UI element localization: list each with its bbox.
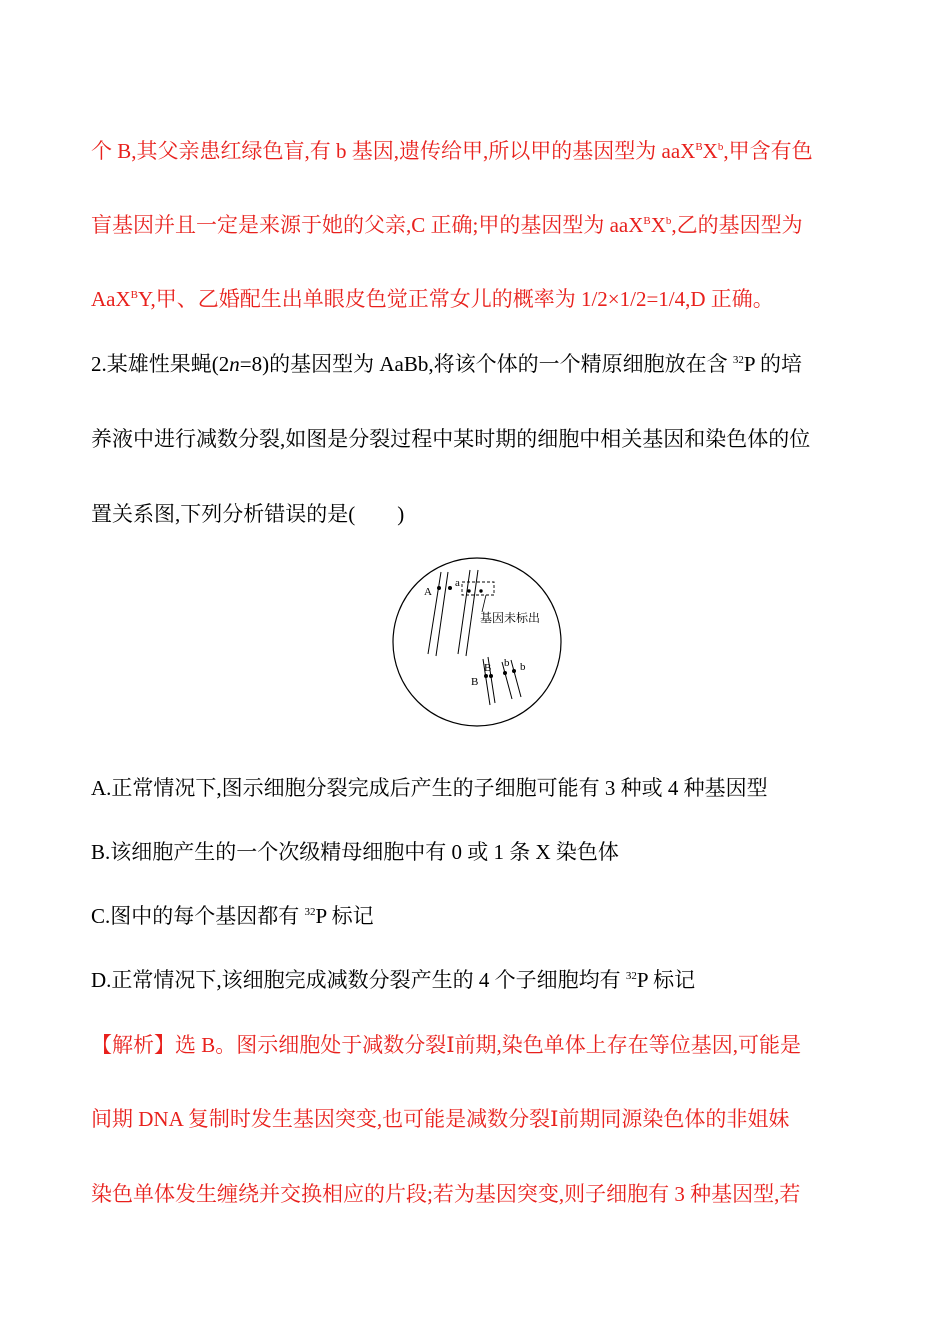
label-genes-not-marked: 基因未标出 (480, 611, 541, 625)
gene-locus-B2 (489, 674, 493, 678)
label-b-left: b (504, 657, 510, 669)
gene-locus-unlabeled-1 (467, 589, 470, 592)
gene-locus-b1 (503, 671, 507, 675)
option-d: D.正常情况下,该细胞完成减数分裂产生的 4 个子细胞均有 $^{32}$P 标记 (91, 968, 696, 992)
answer-prev-line-1: 个 B,其父亲患红绿色盲,有 b 基因,遗传给甲,所以甲的基因型为 $aaX^BX^b$,甲含有色 (91, 139, 813, 163)
chromatid-2 (436, 572, 448, 656)
option-c: C.图中的每个基因都有 $^{32}$P 标记 (91, 904, 374, 928)
cell-diagram (388, 556, 566, 728)
question-line-3: 置关系图,下列分析错误的是( ) (91, 502, 405, 526)
analysis-line-1: 【解析】选 B。图示细胞处于减数分裂Ⅰ前期,染色单体上存在等位基因,可能是 (91, 1033, 802, 1057)
gene-locus-unlabeled-2 (479, 589, 482, 592)
chromatid-1 (428, 572, 441, 654)
answer-prev-line-2: 盲基因并且一定是来源于她的父亲,C 正确;甲的基因型为 $aaX^BX^b$,乙的基因型为 (91, 213, 803, 237)
option-a: A.正常情况下,图示细胞分裂完成后产生的子细胞可能有 3 种或 4 种基因型 (91, 776, 768, 800)
label-A: A (424, 586, 432, 598)
gene-locus-b2 (512, 669, 516, 673)
label-b-right: b (520, 661, 526, 673)
cell-diagram-svg (388, 556, 566, 728)
cell-membrane (393, 558, 561, 726)
label-B-left: B (471, 676, 479, 688)
leader-line (482, 595, 486, 612)
analysis-line-3: 染色单体发生缠绕并交换相应的片段;若为基因突变,则子细胞有 3 种基因型,若 (91, 1182, 801, 1206)
gene-locus-A (437, 586, 441, 590)
gene-locus-B1 (484, 674, 488, 678)
option-b: B.该细胞产生的一个次级精母细胞中有 0 或 1 条 X 染色体 (91, 840, 619, 864)
analysis-line-2: 间期 DNA 复制时发生基因突变,也可能是减数分裂Ⅰ前期同源染色体的非姐妹 (91, 1107, 790, 1131)
label-a: a (455, 577, 460, 589)
answer-prev-line-3: AaX$^B$Y,甲、乙婚配生出单眼皮色觉正常女儿的概率为 1/2×1/2=1/4,D 正确。 (91, 287, 774, 311)
label-B-top: B (484, 662, 492, 674)
question-line-1: 2.某雄性果蝇(2n=8)的基因型为 AaBb,将该个体的一个精原细胞放在含 $^{32}$P 的培 (91, 352, 802, 376)
question-line-2: 养液中进行减数分裂,如图是分裂过程中某时期的细胞中相关基因和染色体的位 (91, 427, 811, 451)
gene-locus-a (448, 586, 452, 590)
